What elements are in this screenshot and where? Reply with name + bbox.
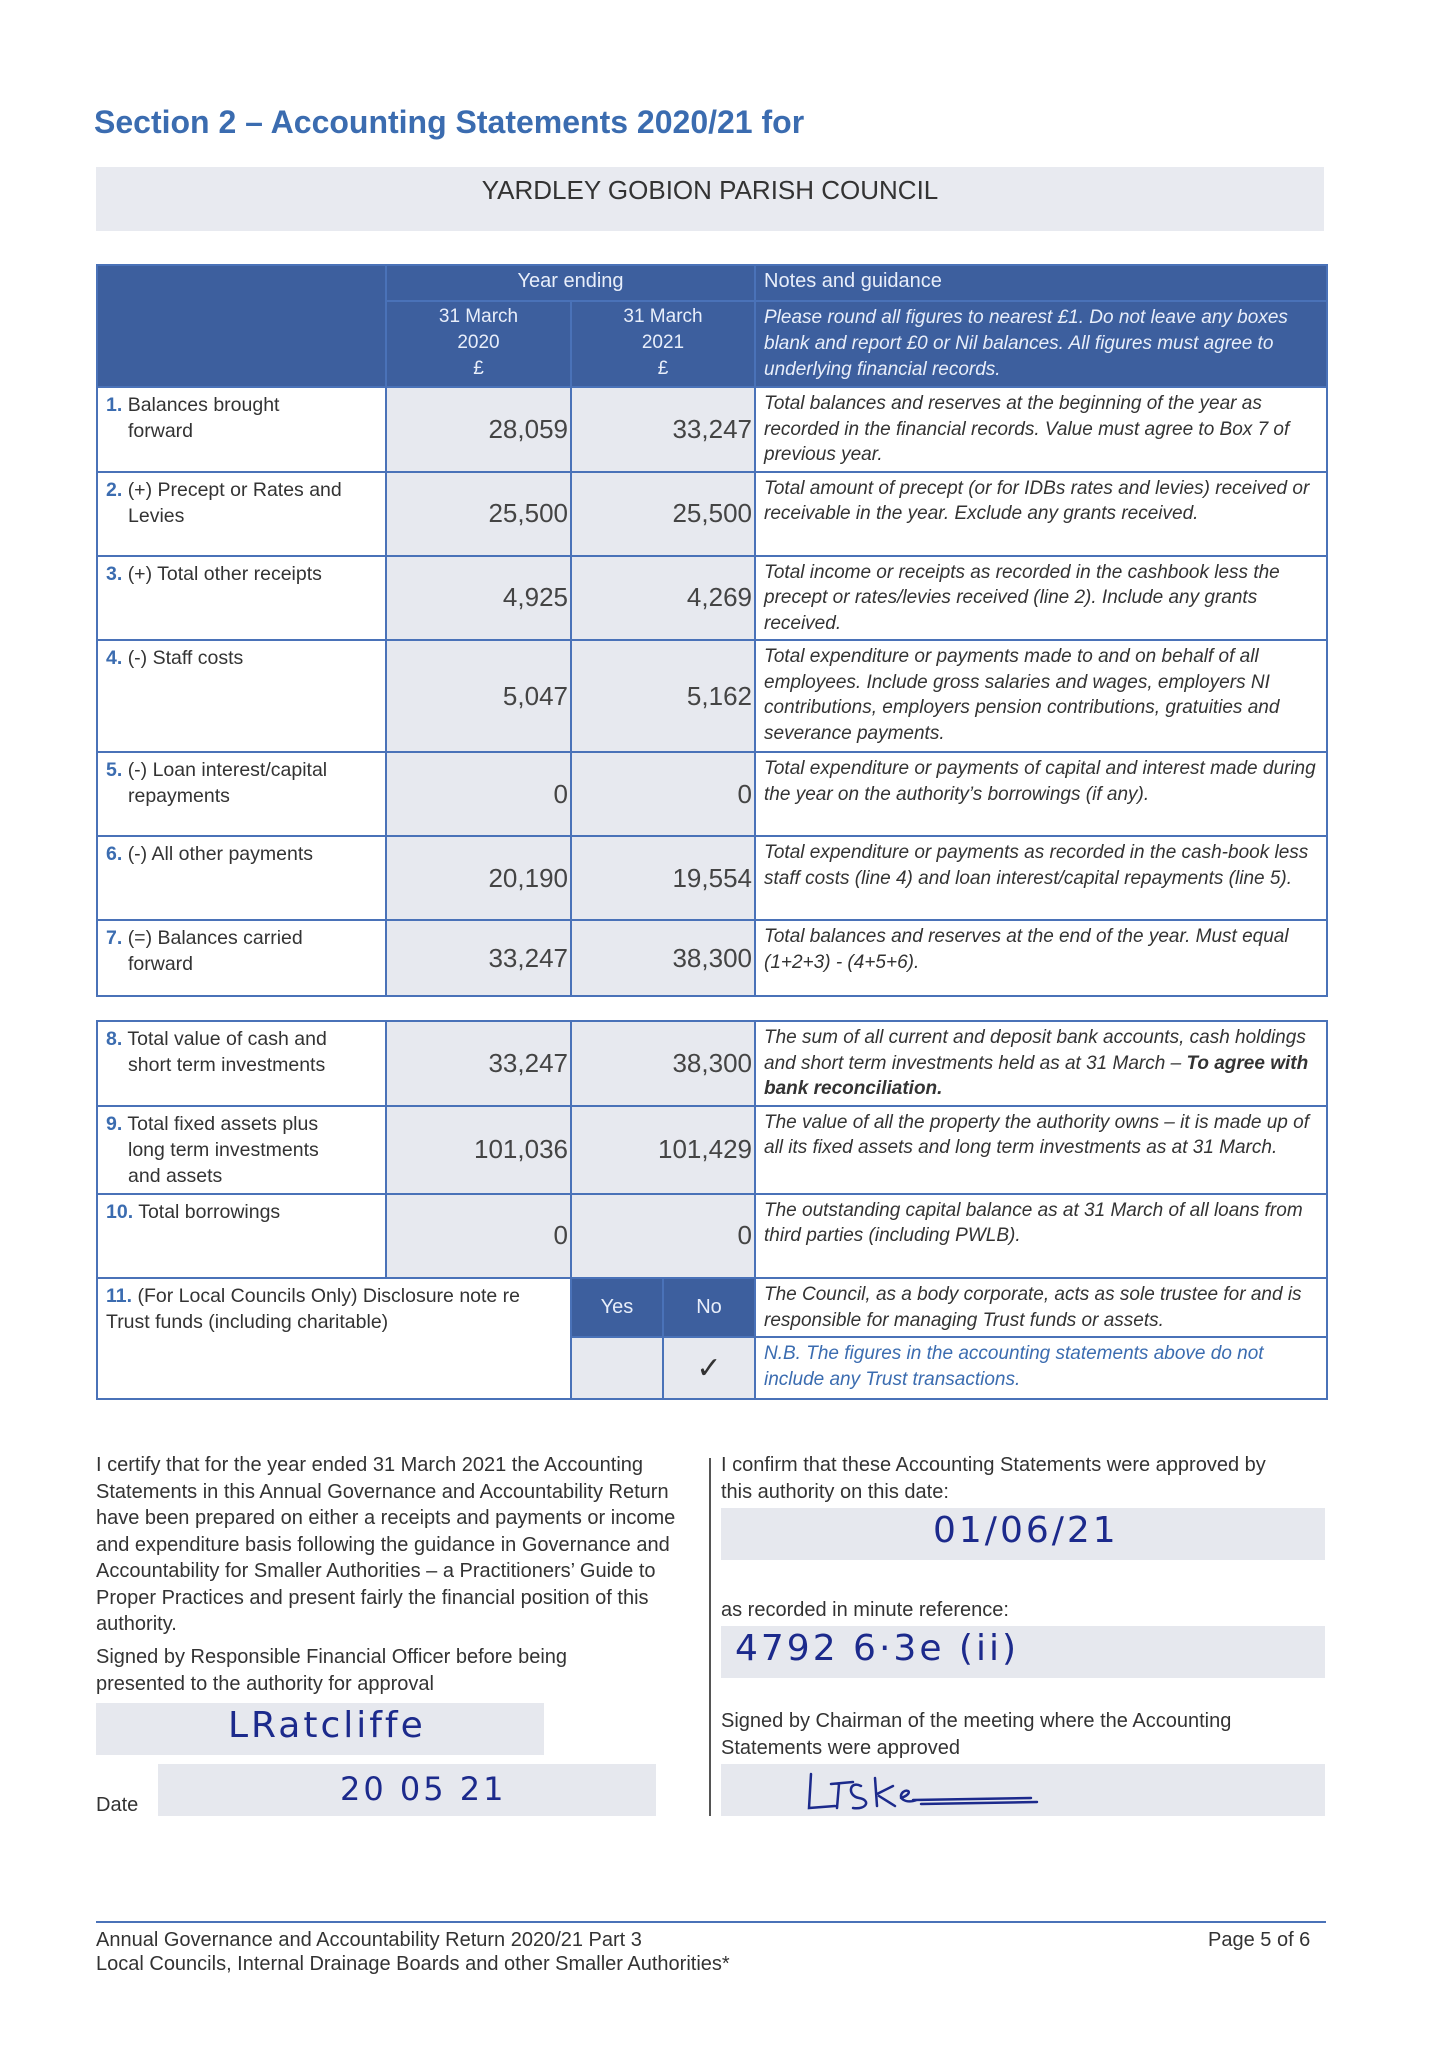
trust-label-cell (97, 1278, 571, 1399)
row-note: Total amount of precept (or for IDBs rates and levies) received or receivable in the year. Exclude any grants received. (755, 472, 1327, 556)
row-label-line1: (-) All other payments (127, 843, 314, 865)
trust-yes-header: Yes (571, 1278, 663, 1337)
row-note: Total balances and reserves at the end of the year. Must equal (1+2+3) - (4+5+6). (755, 920, 1327, 996)
minute-reference-label: as recorded in minute reference: (721, 1599, 1009, 1621)
row-number: 2. (106, 478, 123, 501)
footer-line-1: Annual Governance and Accountability Return 2020/21 Part 3 (96, 1929, 642, 1951)
notes-header: Notes and guidance (755, 265, 1327, 301)
row-label-line1: Total borrowings (138, 1200, 281, 1223)
row-label-line1: (+) Total other receipts (127, 562, 322, 585)
trust-no-checkbox[interactable]: ✓ (663, 1337, 755, 1399)
row-number: 7. (106, 927, 123, 949)
date-label: Date (96, 1794, 139, 1816)
value-2020[interactable]: 5,047 (386, 640, 571, 752)
minute-reference-value: 4792 6·3e (ii) (735, 1628, 1019, 1669)
col-2020-header (386, 301, 571, 387)
certify-text: I certify that for the year ended 31 March 2021 the Accounting Statements in this Annual Governance and Accountability Return have been prepared on either a receipts and payments or income and expenditure basis following the guidance in Governance and Accountability for Smaller Authorities – a Practitioners’ Guide to Proper Practices and present fairly the financial position of this authority. (96, 1454, 676, 1635)
row-number: 4. (106, 647, 123, 669)
statement-row (97, 472, 1327, 556)
col-2020-line3: £ (473, 358, 484, 379)
row-label (97, 387, 386, 472)
rfo-date-box[interactable] (158, 1764, 656, 1816)
value-2021[interactable]: 19,554 (571, 836, 755, 920)
row-note-text: The outstanding capital balance as at 31 March of all loans from third parties (including PWLB). (764, 1199, 1303, 1246)
row-label-line2: repayments (128, 785, 230, 807)
footer-divider (96, 1921, 1326, 1923)
row-note: Total expenditure or payments of capital and interest made during the year on the authority’s borrowings (if any). (755, 752, 1327, 836)
confirm-text: I confirm that these Accounting Statements were approved by this authority on this date: (721, 1454, 1266, 1503)
value-2021[interactable]: 38,300 (571, 1021, 755, 1106)
chairman-signature-box[interactable] (721, 1764, 1325, 1816)
value-2021[interactable]: 0 (571, 752, 755, 836)
trust-yes-checkbox[interactable] (571, 1337, 663, 1399)
col-2021-line3: £ (657, 358, 669, 379)
trust-no-header: No (663, 1278, 755, 1337)
row-label (97, 920, 386, 996)
row-note: Total expenditure or payments as recorded in the cash-book less staff costs (line 4) and loan interest/capital repayments (line 5). (755, 836, 1327, 920)
value-2020[interactable]: 33,247 (386, 1021, 571, 1106)
footer-line-2: Local Councils, Internal Drainage Boards and other Smaller Authorities* (96, 1953, 730, 1975)
row-number: 10. (106, 1200, 134, 1223)
row-label-line1: (+) Precept or Rates and (127, 478, 342, 501)
row-label-line3: and assets (128, 1164, 223, 1187)
value-2021[interactable]: 0 (571, 1194, 755, 1278)
col-2021-line2: 2021 (641, 332, 685, 353)
row-label-line2: short term investments (128, 1054, 326, 1076)
header-blank-cell (97, 265, 386, 387)
row-label-line1: Total value of cash and (127, 1028, 327, 1050)
approval-date-box[interactable] (721, 1508, 1325, 1560)
section-title: Section 2 – Accounting Statements 2020/21 for (94, 104, 805, 140)
statement-row (97, 1194, 1327, 1278)
col-2021-line1: 31 March (623, 306, 703, 327)
rfo-date-value: 20 05 21 (340, 1770, 507, 1808)
col-2020-line1: 31 March (438, 306, 519, 327)
row-note (755, 1021, 1327, 1106)
notes-guidance-text: Please round all figures to nearest £1. Do not leave any boxes blank and report £0 or Nil balances. All figures must agree to underlying financial records. (755, 301, 1327, 387)
row-number: 6. (106, 843, 123, 865)
column-divider (709, 1458, 711, 1816)
col-2021-header (571, 301, 755, 387)
statement-row (97, 556, 1327, 641)
row-note: Total expenditure or payments made to and on behalf of all employees. Include gross salaries and wages, employers NI contributions, employers pension contributions, gratuities and severance payments. (755, 640, 1327, 752)
value-2020[interactable]: 101,036 (386, 1106, 571, 1194)
row-label-line1: Balances brought (127, 394, 280, 416)
row-note (755, 1106, 1327, 1194)
value-2021[interactable]: 4,269 (571, 556, 755, 641)
rfo-signature-box[interactable] (96, 1703, 544, 1755)
page-number: Page 5 of 6 (1208, 1929, 1311, 1951)
row-label-line2: Levies (128, 504, 185, 527)
value-2020[interactable]: 25,500 (386, 472, 571, 556)
value-2021[interactable]: 101,429 (571, 1106, 755, 1194)
row-label (97, 1021, 386, 1106)
row-label (97, 836, 386, 920)
row-number: 1. (106, 394, 123, 416)
row-note (755, 1194, 1327, 1278)
row-label (97, 1106, 386, 1194)
row-note: Total balances and reserves at the beginning of the year as recorded in the financial records. Value must agree to Box 7 of previous year. (755, 387, 1327, 472)
cash-assets-table (96, 1020, 1328, 1279)
value-2020[interactable]: 33,247 (386, 920, 571, 996)
row-note-text: The sum of all current and deposit bank accounts, cash holdings and short term investments held as at 31 March – (764, 1027, 1306, 1074)
row-note: Total income or receipts as recorded in the cashbook less the precept or rates/levies received (line 2). Include any grants received. (755, 556, 1327, 641)
row-label (97, 752, 386, 836)
value-2021[interactable]: 33,247 (571, 387, 755, 472)
chairman-signed-label: Signed by Chairman of the meeting where the Accounting Statements were approved (721, 1710, 1232, 1759)
statement-row (97, 1106, 1327, 1194)
year-ending-header: Year ending (386, 265, 755, 301)
statement-row (97, 640, 1327, 752)
value-2020[interactable]: 0 (386, 752, 571, 836)
value-2020[interactable]: 0 (386, 1194, 571, 1278)
footer-title (96, 1928, 730, 1976)
row-label (97, 472, 386, 556)
row-label-line2: long term investments (128, 1138, 319, 1161)
row-note-emphasis: To agree with bank reconciliation. (764, 1052, 1309, 1099)
approval-date-value: 01/06/21 (933, 1510, 1119, 1551)
row-label (97, 556, 386, 641)
statement-row (97, 387, 1327, 472)
row-label-line1: (=) Balances carried (127, 927, 303, 949)
trust-num: 11. (106, 1285, 133, 1307)
council-name: YARDLEY GOBION PARISH COUNCIL (481, 175, 939, 205)
rfo-signature: LRatcliffe (228, 1705, 426, 1746)
minute-reference-box[interactable] (721, 1626, 1325, 1678)
trust-note-1: The Council, as a body corporate, acts as sole trustee for and is responsible for managing Trust funds or assets. (755, 1278, 1327, 1337)
trust-funds-table (96, 1277, 1328, 1400)
row-label (97, 640, 386, 752)
row-label-line1: Total fixed assets plus (127, 1112, 319, 1135)
row-number: 5. (106, 759, 123, 781)
value-2020[interactable]: 20,190 (386, 836, 571, 920)
trust-note-2: N.B. The figures in the accounting statements above do not include any Trust transactions. (755, 1337, 1327, 1399)
chairman-signature (801, 1764, 1041, 1816)
value-2021[interactable]: 5,162 (571, 640, 755, 752)
certify-signed-by: Signed by Responsible Financial Officer before being presented to the authority for approval (96, 1646, 568, 1695)
col-2020-line2: 2020 (457, 332, 500, 353)
row-number: 8. (106, 1028, 123, 1050)
row-label (97, 1194, 386, 1278)
row-label-line2: forward (128, 953, 194, 975)
row-note-text: The value of all the property the authority owns – it is made up of all its fixed assets and long term investments as at 31 March. (764, 1111, 1309, 1158)
row-label-line1: (-) Staff costs (127, 647, 244, 669)
row-label-line1: (-) Loan interest/capital (127, 759, 328, 781)
value-2021[interactable]: 25,500 (571, 472, 755, 556)
row-number: 3. (106, 562, 123, 585)
statement-row (97, 920, 1327, 996)
value-2020[interactable]: 4,925 (386, 556, 571, 641)
row-label-line2: forward (128, 420, 194, 442)
value-2021[interactable]: 38,300 (571, 920, 755, 996)
statement-row (97, 836, 1327, 920)
statement-row (97, 752, 1327, 836)
row-number: 9. (106, 1112, 123, 1135)
accounting-statements-table (96, 264, 1328, 997)
council-name-box (96, 167, 1324, 231)
value-2020[interactable]: 28,059 (386, 387, 571, 472)
statement-row (97, 1021, 1327, 1106)
trust-label: (For Local Councils Only) Disclosure note re Trust funds (including charitable) (106, 1285, 521, 1333)
